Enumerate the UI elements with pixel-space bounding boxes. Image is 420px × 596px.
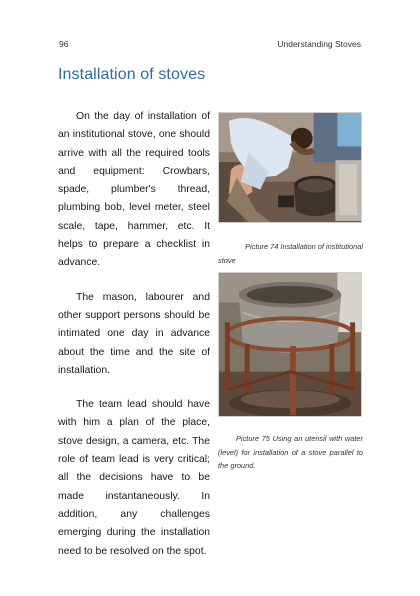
utensil-level-photo — [218, 272, 362, 417]
running-head: Understanding Stoves — [277, 39, 361, 49]
figure-74-caption-line2: stove — [218, 256, 236, 265]
figure-75-caption: Picture 75 Using an utensil with water (level) for installation of a stove parallel to the ground. — [218, 434, 363, 470]
section-heading: Installation of stoves — [58, 66, 206, 83]
paragraph-team-lead: The team lead should have with him a plan of the place, stove design, a camera, etc. The role of team lead is very critical; all the decisions have to be made instantaneously. In addition, any challenges emerging during the installation need to be resolved on the spot. — [58, 399, 210, 557]
paragraph-tools: On the day of installation of an institutional stove, one should arrive with all the required tools and equipment: Crowbars, spade, plumber's thread, plumbing bob, level meter, steel scale, tape, hammer, etc. It helps to prepare a checklist in advance. — [58, 111, 210, 269]
body-text — [58, 108, 210, 577]
figure-74-caption — [218, 240, 363, 254]
paragraph-support-persons: The mason, labourer and other support persons should be intimated one day in advance about the time and the site of installation. — [58, 291, 210, 376]
page-number: 96 — [59, 39, 69, 49]
stove-installation-photo — [218, 112, 362, 223]
figure-74-caption-line1: Picture 74 Installation of institutional — [245, 242, 363, 251]
